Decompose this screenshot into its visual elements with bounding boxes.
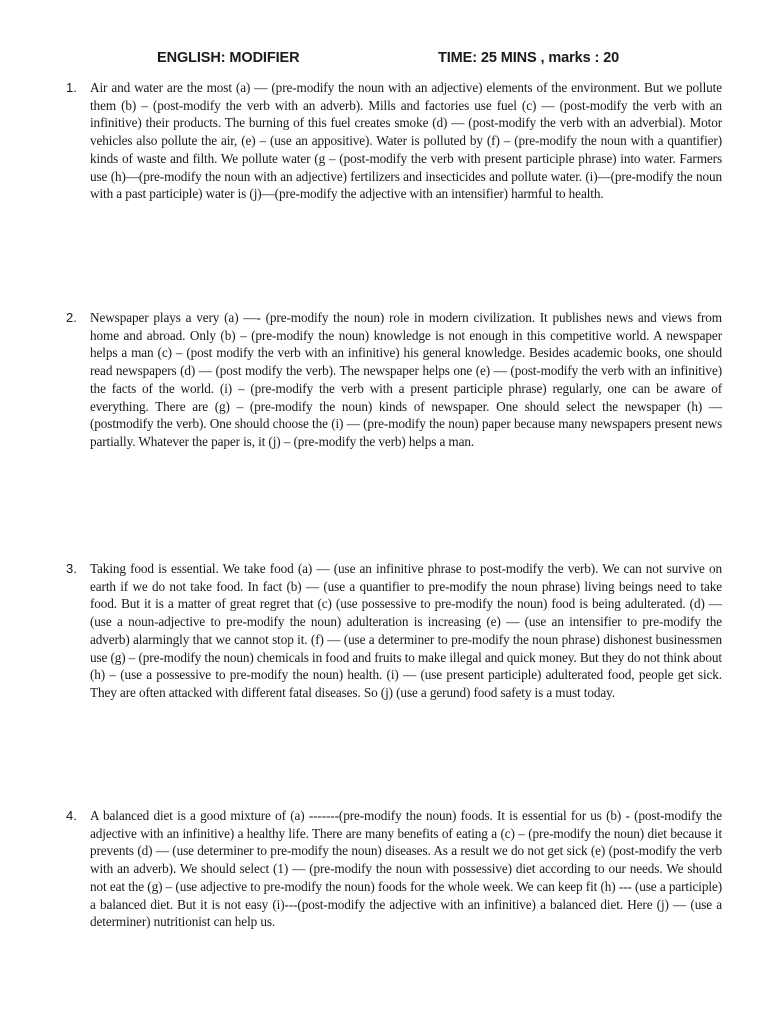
question-2 bbox=[66, 309, 722, 451]
question-number: 2. bbox=[66, 310, 77, 325]
question-number: 1. bbox=[66, 80, 77, 95]
time-and-marks: TIME: 25 MINS , marks : 20 bbox=[438, 50, 620, 66]
question-4 bbox=[66, 807, 722, 931]
question-number: 3. bbox=[66, 561, 77, 576]
question-text: A balanced diet is a good mixture of (a) -------(pre-modify the noun) foods. It is essential for us (b) - (post-modify the adjective with an infinitive) a healthy life. There are many benefits of eating a (c) – (pre-modify the noun) diet because it prevents (d) — (use determiner to pre-modify the noun) diseases. As a result we do not get sick (e) (post-modify the verb with an adverb). We should select (1) — (pre-modify the noun with possessive) diet according to our needs. We should not eat the (g) – (use adjective to pre-modify the noun) foods for the whole week. We can keep fit (h) --- (use a participle) a balanced diet. But it is not easy (i)---(post-modify the adjective with an infinitive) a balanced diet. Here (j) — (use a determiner) nutritionist can help us. bbox=[90, 808, 722, 930]
question-text: Newspaper plays a very (a) —- (pre-modify the noun) role in modern civilization. It publishes news and views from home and abroad. Only (b) – (pre-modify the noun) knowledge is not enough in this competitive world. A newspaper helps a man (c) – (post modify the verb with an infinitive) his general knowledge. Besides academic books, one should read newspapers (d) — (post modify the verb). The newspaper helps one (e) — (post-modify the verb with an infinitive) the facts of the world. (i) – (pre-modify the verb with a present participle phrase) regularly, one can be aware of everything. There are (g) – (pre-modify the noun) kinds of newspaper. One should select the newspaper (h) — (postmodify the verb). One should choose the (i) — (pre-modify the noun) paper because many newspapers present news partially. Whatever the paper is, it (j) – (pre-modify the verb) helps a man. bbox=[90, 310, 722, 449]
question-number: 4. bbox=[66, 808, 77, 823]
question-text: Air and water are the most (a) — (pre-modify the noun with an adjective) elements of the environment. But we pollute them (b) – (post-modify the verb with an adverb). Mills and factories use fuel (c) — (post-modify the verb with an infinitive) their products. The burning of this fuel creates smoke (d) — (post-modify the verb with an adverbial). Motor vehicles also pollute the air, (e) – (use an appositive). Water is polluted by (f) – (pre-modify the noun with a quantifier) kinds of waste and filth. We pollute water (g – (post-modify the verb with present participle phrase) into water. Farmers use (h)—(pre-modify the noun with an adjective) fertilizers and insecticides and pollute water. (i)—(pre-modify the noun with a past participle) water is (j)—(pre-modify the adjective with an intensifier) harmful to health. bbox=[90, 80, 722, 202]
question-3 bbox=[66, 560, 722, 702]
question-text: Taking food is essential. We take food (a) — (use an infinitive phrase to post-modify the verb). We can not survive on earth if we do not take food. In fact (b) — (use a quantifier to pre-modify the noun phrase) living beings need to take food. But it is a matter of great regret that (c) (use possessive to pre-modify the noun) food is being adulterated. (d) — (use a noun-adjective to pre-modify the noun) adulteration is increasing (e) — (use an intensifier to pre-modify the adverb) alarmingly that we cannot stop it. (f) — (use a determiner to pre-modify the noun phrase) dishonest businessmen use (g) – (pre-modify the noun) chemicals in food and fruits to make illegal and quick money. But they do not think about (h) – (use a possessive to pre-modify the noun) health. (i) — (use present participle) adulterated food, people get sick. They are often attacked with different fatal diseases. So (j) (use a gerund) food safety is a must today. bbox=[90, 561, 722, 700]
worksheet-title: ENGLISH: MODIFIER bbox=[157, 50, 300, 66]
question-1 bbox=[66, 79, 722, 203]
worksheet-header bbox=[0, 48, 768, 70]
